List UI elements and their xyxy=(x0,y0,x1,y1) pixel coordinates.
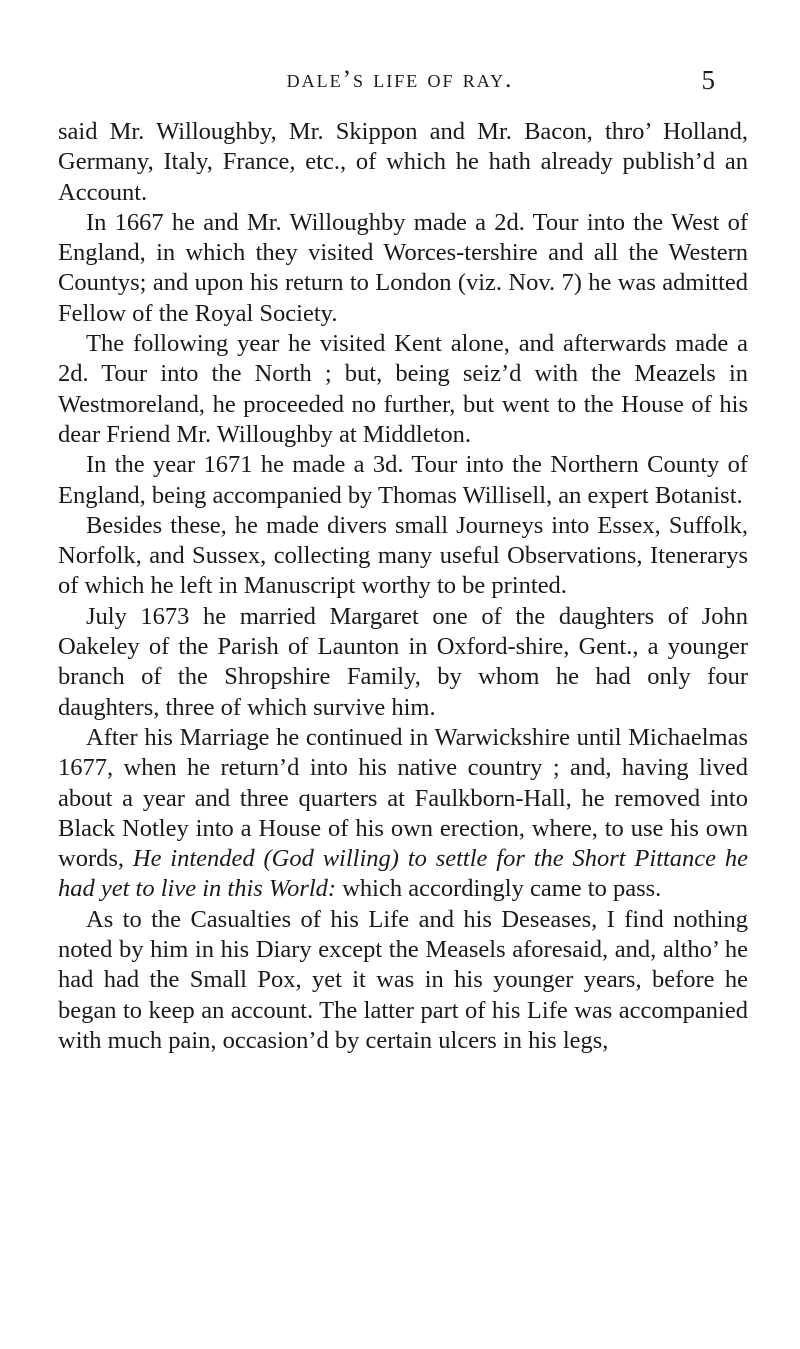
running-head-title: dale’s life of ray. xyxy=(286,66,514,93)
paragraph-7-italic-2: to settle for the Short Pittance he had yet to live in this World: xyxy=(58,845,749,903)
paragraph-7 xyxy=(58,723,748,905)
paragraph-7-tail: which accordingly came to pass. xyxy=(342,875,662,903)
paragraph-4: In the year 1671 he made a 3d. Tour into the Northern County of England, being accompanied by Thomas Willisell, an expert Botanist. xyxy=(58,451,748,509)
page-number: 5 xyxy=(701,65,715,95)
paragraph-5: Besides these, he made divers small Journeys into Essex, Suffolk, Norfolk, and Sussex, collecting many useful Observations, Itenerarys of which he left in Manuscript worthy to be printed. xyxy=(58,511,748,600)
paragraph-7-text: After his Marriage he continued in Warwickshire until Michaelmas 1677, when he return’d into his native country ; and, having lived about a year and three quarters at Faulkborn-Hall, he removed into Black Notley into a House of his own erection, where, to use his own words, xyxy=(58,723,748,873)
paragraph-2: In 1667 he and Mr. Willoughby made a 2d. Tour into the West of England, in which they visited Worces-tershire and all the Western Countys; and upon his return to London (viz. Nov. 7) he was admitted Fellow of the Royal Society. xyxy=(58,208,748,327)
paragraph-7-italic-1: He intended xyxy=(132,845,255,873)
paragraph-6: July 1673 he married Margaret one of the daughters of John Oakeley of the Parish of Launton in Oxford-shire, Gent., a younger branch of the Shropshire Family, by whom he had only four daughters, three of which survive him. xyxy=(58,602,748,721)
paragraph-1: said Mr. Willoughby, Mr. Skippon and Mr. Bacon, thro’ Holland, Germany, Italy, France, etc., of which he hath already publish’d an Account. xyxy=(58,118,748,206)
body-text xyxy=(58,117,748,1056)
paragraph-3: The following year he visited Kent alone, and afterwards made a 2d. Tour into the North ; but, being seiz’d with the Meazels in Westmoreland, he proceeded no further, but went to the House of his dear Friend Mr. Willoughby at Middleton. xyxy=(58,330,748,448)
paragraph-8: As to the Casualties of his Life and his Deseases, I find nothing noted by him in his Diary except the Measels aforesaid, and, altho’ he had had the Small Pox, yet it was in his younger years, before he began to keep an account. The latter part of his Life was accompanied with much pain, occasion’d by certain ulcers in his legs, xyxy=(58,905,748,1054)
paragraph-7-italic-paren: (God willing) xyxy=(263,845,399,873)
running-head xyxy=(0,60,800,100)
